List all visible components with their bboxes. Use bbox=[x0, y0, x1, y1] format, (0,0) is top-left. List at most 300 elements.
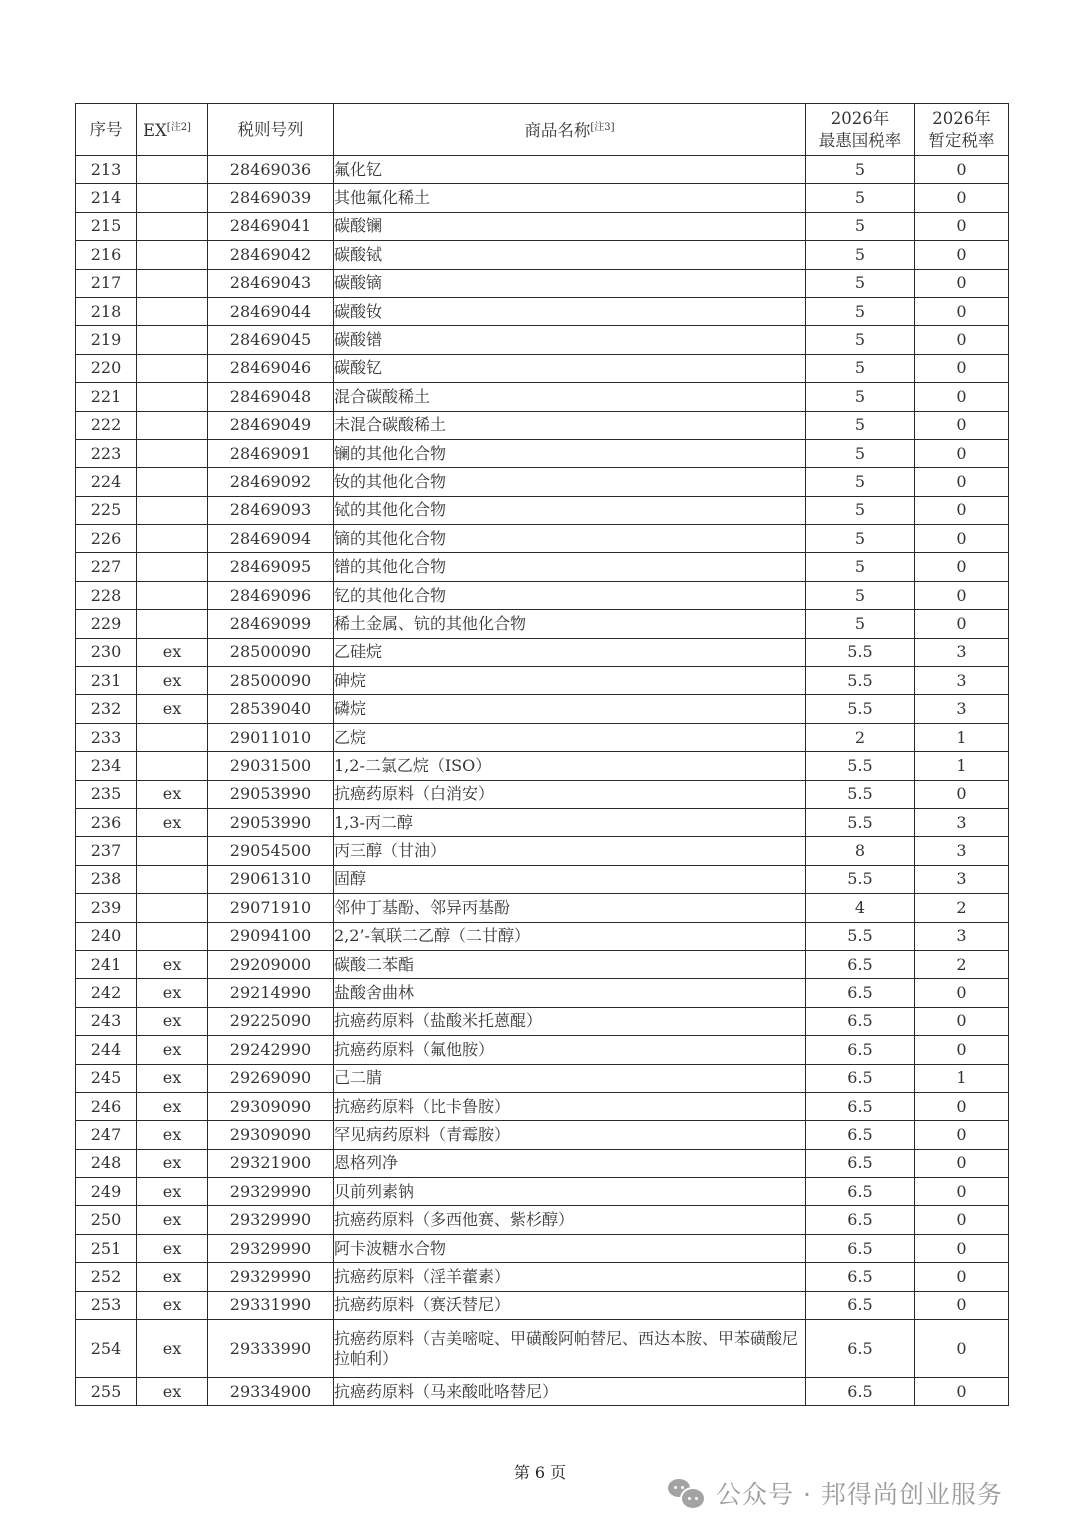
row-product-name: 碳酸钕 bbox=[334, 297, 806, 325]
row-mfn-rate: 5 bbox=[806, 553, 915, 581]
row-ex-flag: ex bbox=[137, 1149, 208, 1177]
row-ex-flag bbox=[137, 865, 208, 893]
row-tariff-code: 29242990 bbox=[208, 1036, 334, 1064]
row-number: 238 bbox=[76, 865, 137, 893]
table-row bbox=[76, 269, 1009, 297]
row-provisional-rate: 0 bbox=[915, 184, 1009, 212]
row-mfn-rate: 5 bbox=[806, 496, 915, 524]
row-mfn-rate: 6.5 bbox=[806, 1206, 915, 1234]
table-row bbox=[76, 695, 1009, 723]
row-mfn-rate: 4 bbox=[806, 894, 915, 922]
row-mfn-rate: 5 bbox=[806, 411, 915, 439]
row-number: 240 bbox=[76, 922, 137, 950]
table-row bbox=[76, 1092, 1009, 1120]
table-row bbox=[76, 1378, 1009, 1406]
row-product-name: 1,3-丙二醇 bbox=[334, 808, 806, 836]
row-tariff-code: 29061310 bbox=[208, 865, 334, 893]
header-ex: EX[注2] bbox=[137, 104, 208, 156]
row-product-name: 邻仲丁基酚、邻异丙基酚 bbox=[334, 894, 806, 922]
row-product-name: 钇的其他化合物 bbox=[334, 581, 806, 609]
row-mfn-rate: 6.5 bbox=[806, 1178, 915, 1206]
row-ex-flag bbox=[137, 837, 208, 865]
row-number: 239 bbox=[76, 894, 137, 922]
row-provisional-rate: 2 bbox=[915, 894, 1009, 922]
row-product-name: 抗癌药原料（白消安） bbox=[334, 780, 806, 808]
row-number: 245 bbox=[76, 1064, 137, 1092]
row-number: 252 bbox=[76, 1263, 137, 1291]
row-ex-flag: ex bbox=[137, 1178, 208, 1206]
row-number: 255 bbox=[76, 1378, 137, 1406]
row-product-name: 丙三醇（甘油） bbox=[334, 837, 806, 865]
row-provisional-rate: 3 bbox=[915, 695, 1009, 723]
row-ex-flag bbox=[137, 581, 208, 609]
tariff-table bbox=[75, 103, 1009, 1406]
row-ex-flag: ex bbox=[137, 1206, 208, 1234]
row-mfn-rate: 6.5 bbox=[806, 1234, 915, 1262]
row-product-name: 贝前列素钠 bbox=[334, 1178, 806, 1206]
row-tariff-code: 29329990 bbox=[208, 1234, 334, 1262]
row-tariff-code: 29031500 bbox=[208, 752, 334, 780]
row-tariff-code: 28469048 bbox=[208, 383, 334, 411]
header-no: 序号 bbox=[76, 104, 137, 156]
row-ex-flag bbox=[137, 610, 208, 638]
row-product-name: 镝的其他化合物 bbox=[334, 525, 806, 553]
row-mfn-rate: 6.5 bbox=[806, 1064, 915, 1092]
table-row bbox=[76, 496, 1009, 524]
table-row bbox=[76, 439, 1009, 467]
row-tariff-code: 28539040 bbox=[208, 695, 334, 723]
row-provisional-rate: 0 bbox=[915, 354, 1009, 382]
row-product-name: 其他氟化稀土 bbox=[334, 184, 806, 212]
row-product-name: 恩格列净 bbox=[334, 1149, 806, 1177]
row-ex-flag: ex bbox=[137, 1007, 208, 1035]
row-tariff-code: 29269090 bbox=[208, 1064, 334, 1092]
table-row bbox=[76, 1320, 1009, 1378]
table-row bbox=[76, 1036, 1009, 1064]
row-mfn-rate: 5 bbox=[806, 525, 915, 553]
row-ex-flag bbox=[137, 326, 208, 354]
row-provisional-rate: 1 bbox=[915, 752, 1009, 780]
row-product-name: 抗癌药原料（氟他胺） bbox=[334, 1036, 806, 1064]
row-ex-flag: ex bbox=[137, 638, 208, 666]
row-mfn-rate: 6.5 bbox=[806, 950, 915, 978]
row-provisional-rate: 0 bbox=[915, 1291, 1009, 1319]
row-number: 250 bbox=[76, 1206, 137, 1234]
row-ex-flag: ex bbox=[137, 780, 208, 808]
row-provisional-rate: 1 bbox=[915, 723, 1009, 751]
row-mfn-rate: 6.5 bbox=[806, 1320, 915, 1378]
row-provisional-rate: 0 bbox=[915, 1320, 1009, 1378]
row-number: 220 bbox=[76, 354, 137, 382]
row-number: 253 bbox=[76, 1291, 137, 1319]
row-product-name: 盐酸舍曲林 bbox=[334, 979, 806, 1007]
row-product-name: 己二腈 bbox=[334, 1064, 806, 1092]
row-ex-flag bbox=[137, 241, 208, 269]
row-tariff-code: 29094100 bbox=[208, 922, 334, 950]
table-row bbox=[76, 865, 1009, 893]
row-number: 243 bbox=[76, 1007, 137, 1035]
wechat-icon bbox=[668, 1477, 706, 1509]
row-number: 227 bbox=[76, 553, 137, 581]
header-name: 商品名称[注3] bbox=[334, 104, 806, 156]
row-provisional-rate: 0 bbox=[915, 411, 1009, 439]
row-ex-flag: ex bbox=[137, 979, 208, 1007]
row-tariff-code: 29011010 bbox=[208, 723, 334, 751]
row-mfn-rate: 5 bbox=[806, 326, 915, 354]
row-ex-flag bbox=[137, 212, 208, 240]
header-name-note: [注3] bbox=[590, 122, 615, 133]
row-mfn-rate: 5 bbox=[806, 269, 915, 297]
row-provisional-rate: 0 bbox=[915, 581, 1009, 609]
row-product-name: 乙硅烷 bbox=[334, 638, 806, 666]
row-provisional-rate: 0 bbox=[915, 156, 1009, 184]
row-ex-flag bbox=[137, 439, 208, 467]
row-number: 235 bbox=[76, 780, 137, 808]
row-tariff-code: 29309090 bbox=[208, 1092, 334, 1120]
row-ex-flag bbox=[137, 184, 208, 212]
row-number: 217 bbox=[76, 269, 137, 297]
row-tariff-code: 28469044 bbox=[208, 297, 334, 325]
row-product-name: 镧的其他化合物 bbox=[334, 439, 806, 467]
row-product-name: 碳酸铽 bbox=[334, 241, 806, 269]
row-tariff-code: 29329990 bbox=[208, 1206, 334, 1234]
row-tariff-code: 28469039 bbox=[208, 184, 334, 212]
row-provisional-rate: 0 bbox=[915, 1178, 1009, 1206]
row-provisional-rate: 0 bbox=[915, 496, 1009, 524]
row-ex-flag: ex bbox=[137, 1092, 208, 1120]
row-ex-flag bbox=[137, 354, 208, 382]
row-mfn-rate: 5.5 bbox=[806, 922, 915, 950]
row-mfn-rate: 6.5 bbox=[806, 1007, 915, 1035]
table-row bbox=[76, 1178, 1009, 1206]
row-number: 229 bbox=[76, 610, 137, 638]
row-number: 230 bbox=[76, 638, 137, 666]
row-ex-flag: ex bbox=[137, 667, 208, 695]
row-product-name: 阿卡波糖水合物 bbox=[334, 1234, 806, 1262]
row-tariff-code: 28469049 bbox=[208, 411, 334, 439]
row-number: 228 bbox=[76, 581, 137, 609]
row-tariff-code: 28500090 bbox=[208, 638, 334, 666]
row-number: 232 bbox=[76, 695, 137, 723]
row-mfn-rate: 6.5 bbox=[806, 979, 915, 1007]
row-mfn-rate: 6.5 bbox=[806, 1378, 915, 1406]
table-row bbox=[76, 1064, 1009, 1092]
row-product-name: 铽的其他化合物 bbox=[334, 496, 806, 524]
row-mfn-rate: 5 bbox=[806, 383, 915, 411]
table-row bbox=[76, 1121, 1009, 1149]
row-number: 231 bbox=[76, 667, 137, 695]
table-row bbox=[76, 411, 1009, 439]
row-tariff-code: 29214990 bbox=[208, 979, 334, 1007]
header-ex-note: [注2] bbox=[166, 122, 191, 133]
row-provisional-rate: 0 bbox=[915, 383, 1009, 411]
row-number: 236 bbox=[76, 808, 137, 836]
row-ex-flag: ex bbox=[137, 1320, 208, 1378]
table-row bbox=[76, 780, 1009, 808]
row-ex-flag bbox=[137, 752, 208, 780]
row-provisional-rate: 3 bbox=[915, 667, 1009, 695]
row-tariff-code: 29334900 bbox=[208, 1378, 334, 1406]
row-number: 254 bbox=[76, 1320, 137, 1378]
row-mfn-rate: 6.5 bbox=[806, 1149, 915, 1177]
row-tariff-code: 29054500 bbox=[208, 837, 334, 865]
row-ex-flag: ex bbox=[137, 1291, 208, 1319]
row-number: 249 bbox=[76, 1178, 137, 1206]
row-ex-flag bbox=[137, 894, 208, 922]
row-ex-flag bbox=[137, 383, 208, 411]
table-row bbox=[76, 950, 1009, 978]
row-provisional-rate: 3 bbox=[915, 922, 1009, 950]
header-code: 税则号列 bbox=[208, 104, 334, 156]
page-number: 第 6 页 bbox=[513, 1463, 567, 1482]
row-product-name: 抗癌药原料（赛沃替尼） bbox=[334, 1291, 806, 1319]
row-product-name: 抗癌药原料（比卡鲁胺） bbox=[334, 1092, 806, 1120]
row-number: 222 bbox=[76, 411, 137, 439]
table-row bbox=[76, 1007, 1009, 1035]
row-product-name: 抗癌药原料（吉美嘧啶、甲磺酸阿帕替尼、西达本胺、甲苯磺酸尼拉帕利） bbox=[334, 1320, 806, 1378]
row-number: 234 bbox=[76, 752, 137, 780]
row-mfn-rate: 5 bbox=[806, 184, 915, 212]
row-mfn-rate: 6.5 bbox=[806, 1263, 915, 1291]
row-tariff-code: 29209000 bbox=[208, 950, 334, 978]
row-tariff-code: 28469036 bbox=[208, 156, 334, 184]
row-provisional-rate: 0 bbox=[915, 269, 1009, 297]
row-provisional-rate: 0 bbox=[915, 468, 1009, 496]
row-ex-flag bbox=[137, 297, 208, 325]
row-mfn-rate: 6.5 bbox=[806, 1092, 915, 1120]
row-provisional-rate: 0 bbox=[915, 1121, 1009, 1149]
row-provisional-rate: 0 bbox=[915, 297, 1009, 325]
row-tariff-code: 28469091 bbox=[208, 439, 334, 467]
row-product-name: 磷烷 bbox=[334, 695, 806, 723]
row-provisional-rate: 0 bbox=[915, 1007, 1009, 1035]
row-number: 223 bbox=[76, 439, 137, 467]
table-row bbox=[76, 638, 1009, 666]
row-number: 242 bbox=[76, 979, 137, 1007]
row-product-name: 氟化钇 bbox=[334, 156, 806, 184]
row-mfn-rate: 5.5 bbox=[806, 695, 915, 723]
row-number: 219 bbox=[76, 326, 137, 354]
row-provisional-rate: 1 bbox=[915, 1064, 1009, 1092]
row-mfn-rate: 5 bbox=[806, 581, 915, 609]
row-number: 215 bbox=[76, 212, 137, 240]
table-row bbox=[76, 184, 1009, 212]
row-tariff-code: 28469045 bbox=[208, 326, 334, 354]
row-ex-flag bbox=[137, 525, 208, 553]
table-row bbox=[76, 894, 1009, 922]
row-provisional-rate: 0 bbox=[915, 1263, 1009, 1291]
watermark bbox=[668, 1473, 1003, 1513]
row-provisional-rate: 0 bbox=[915, 212, 1009, 240]
row-tariff-code: 29333990 bbox=[208, 1320, 334, 1378]
row-tariff-code: 29053990 bbox=[208, 808, 334, 836]
row-provisional-rate: 0 bbox=[915, 979, 1009, 1007]
row-provisional-rate: 0 bbox=[915, 780, 1009, 808]
table-row bbox=[76, 922, 1009, 950]
row-ex-flag: ex bbox=[137, 1121, 208, 1149]
row-number: 244 bbox=[76, 1036, 137, 1064]
row-provisional-rate: 0 bbox=[915, 610, 1009, 638]
table-row bbox=[76, 1234, 1009, 1262]
row-provisional-rate: 0 bbox=[915, 525, 1009, 553]
row-product-name: 碳酸镧 bbox=[334, 212, 806, 240]
row-tariff-code: 28469046 bbox=[208, 354, 334, 382]
row-number: 247 bbox=[76, 1121, 137, 1149]
row-number: 237 bbox=[76, 837, 137, 865]
row-product-name: 2,2’-氧联二乙醇（二甘醇） bbox=[334, 922, 806, 950]
table-row bbox=[76, 241, 1009, 269]
row-product-name: 固醇 bbox=[334, 865, 806, 893]
row-number: 216 bbox=[76, 241, 137, 269]
watermark-text: 公众号 · 邦得尚创业服务 bbox=[716, 1480, 1003, 1509]
row-product-name: 碳酸二苯酯 bbox=[334, 950, 806, 978]
table-row bbox=[76, 156, 1009, 184]
row-mfn-rate: 5.5 bbox=[806, 667, 915, 695]
row-tariff-code: 29329990 bbox=[208, 1178, 334, 1206]
table-row bbox=[76, 979, 1009, 1007]
row-number: 248 bbox=[76, 1149, 137, 1177]
row-provisional-rate: 0 bbox=[915, 1234, 1009, 1262]
row-product-name: 钕的其他化合物 bbox=[334, 468, 806, 496]
row-ex-flag bbox=[137, 723, 208, 751]
table-row bbox=[76, 383, 1009, 411]
row-provisional-rate: 0 bbox=[915, 241, 1009, 269]
row-provisional-rate: 0 bbox=[915, 439, 1009, 467]
table-body bbox=[76, 156, 1009, 1406]
row-tariff-code: 28469043 bbox=[208, 269, 334, 297]
table-row bbox=[76, 837, 1009, 865]
row-number: 225 bbox=[76, 496, 137, 524]
row-provisional-rate: 3 bbox=[915, 808, 1009, 836]
header-mfn-rate: 2026年 最惠国税率 bbox=[806, 104, 915, 156]
row-number: 241 bbox=[76, 950, 137, 978]
row-product-name: 稀土金属、钪的其他化合物 bbox=[334, 610, 806, 638]
row-provisional-rate: 0 bbox=[915, 1378, 1009, 1406]
row-ex-flag: ex bbox=[137, 1036, 208, 1064]
table-row bbox=[76, 581, 1009, 609]
row-provisional-rate: 3 bbox=[915, 865, 1009, 893]
row-mfn-rate: 6.5 bbox=[806, 1036, 915, 1064]
row-mfn-rate: 5 bbox=[806, 610, 915, 638]
row-ex-flag: ex bbox=[137, 1064, 208, 1092]
row-mfn-rate: 5 bbox=[806, 439, 915, 467]
row-ex-flag bbox=[137, 156, 208, 184]
table-row bbox=[76, 212, 1009, 240]
row-product-name: 砷烷 bbox=[334, 667, 806, 695]
row-mfn-rate: 6.5 bbox=[806, 1121, 915, 1149]
row-provisional-rate: 0 bbox=[915, 1036, 1009, 1064]
row-mfn-rate: 6.5 bbox=[806, 1291, 915, 1319]
row-number: 246 bbox=[76, 1092, 137, 1120]
row-mfn-rate: 5.5 bbox=[806, 865, 915, 893]
row-mfn-rate: 5 bbox=[806, 156, 915, 184]
row-tariff-code: 28469094 bbox=[208, 525, 334, 553]
row-mfn-rate: 5.5 bbox=[806, 752, 915, 780]
row-ex-flag: ex bbox=[137, 1234, 208, 1262]
row-tariff-code: 29053990 bbox=[208, 780, 334, 808]
row-ex-flag bbox=[137, 411, 208, 439]
row-tariff-code: 28469095 bbox=[208, 553, 334, 581]
row-tariff-code: 29225090 bbox=[208, 1007, 334, 1035]
table-row bbox=[76, 723, 1009, 751]
row-ex-flag: ex bbox=[137, 1378, 208, 1406]
row-number: 226 bbox=[76, 525, 137, 553]
row-mfn-rate: 8 bbox=[806, 837, 915, 865]
row-tariff-code: 28469096 bbox=[208, 581, 334, 609]
row-number: 224 bbox=[76, 468, 137, 496]
row-product-name: 碳酸镨 bbox=[334, 326, 806, 354]
table-row bbox=[76, 808, 1009, 836]
table-row bbox=[76, 468, 1009, 496]
row-provisional-rate: 0 bbox=[915, 1092, 1009, 1120]
row-tariff-code: 28469042 bbox=[208, 241, 334, 269]
table-row bbox=[76, 1206, 1009, 1234]
row-mfn-rate: 5.5 bbox=[806, 780, 915, 808]
row-tariff-code: 29321900 bbox=[208, 1149, 334, 1177]
row-product-name: 碳酸钇 bbox=[334, 354, 806, 382]
row-ex-flag: ex bbox=[137, 1263, 208, 1291]
table-row bbox=[76, 326, 1009, 354]
row-number: 218 bbox=[76, 297, 137, 325]
row-ex-flag: ex bbox=[137, 808, 208, 836]
row-mfn-rate: 5 bbox=[806, 354, 915, 382]
table-row bbox=[76, 610, 1009, 638]
row-tariff-code: 28500090 bbox=[208, 667, 334, 695]
row-product-name: 抗癌药原料（多西他赛、紫杉醇） bbox=[334, 1206, 806, 1234]
table-header-row bbox=[76, 104, 1009, 156]
table-row bbox=[76, 752, 1009, 780]
row-provisional-rate: 2 bbox=[915, 950, 1009, 978]
table-row bbox=[76, 553, 1009, 581]
row-product-name: 乙烷 bbox=[334, 723, 806, 751]
row-ex-flag: ex bbox=[137, 950, 208, 978]
row-mfn-rate: 5.5 bbox=[806, 808, 915, 836]
row-product-name: 碳酸镝 bbox=[334, 269, 806, 297]
row-product-name: 抗癌药原料（马来酸吡咯替尼） bbox=[334, 1378, 806, 1406]
header-provisional-rate: 2026年 暂定税率 bbox=[915, 104, 1009, 156]
table-row bbox=[76, 667, 1009, 695]
row-ex-flag: ex bbox=[137, 695, 208, 723]
row-ex-flag bbox=[137, 553, 208, 581]
table-row bbox=[76, 297, 1009, 325]
row-number: 233 bbox=[76, 723, 137, 751]
row-provisional-rate: 0 bbox=[915, 326, 1009, 354]
row-tariff-code: 28469092 bbox=[208, 468, 334, 496]
table-row bbox=[76, 525, 1009, 553]
row-mfn-rate: 5 bbox=[806, 212, 915, 240]
row-number: 251 bbox=[76, 1234, 137, 1262]
row-product-name: 镨的其他化合物 bbox=[334, 553, 806, 581]
row-tariff-code: 29331990 bbox=[208, 1291, 334, 1319]
row-ex-flag bbox=[137, 269, 208, 297]
row-tariff-code: 28469099 bbox=[208, 610, 334, 638]
row-tariff-code: 28469041 bbox=[208, 212, 334, 240]
row-tariff-code: 29309090 bbox=[208, 1121, 334, 1149]
row-ex-flag bbox=[137, 922, 208, 950]
row-provisional-rate: 3 bbox=[915, 638, 1009, 666]
row-number: 213 bbox=[76, 156, 137, 184]
row-product-name: 抗癌药原料（盐酸米托蒽醌） bbox=[334, 1007, 806, 1035]
row-number: 214 bbox=[76, 184, 137, 212]
row-mfn-rate: 5 bbox=[806, 297, 915, 325]
row-product-name: 抗癌药原料（淫羊藿素） bbox=[334, 1263, 806, 1291]
table-row bbox=[76, 1149, 1009, 1177]
row-tariff-code: 29071910 bbox=[208, 894, 334, 922]
table-row bbox=[76, 354, 1009, 382]
row-product-name: 1,2-二氯乙烷（ISO） bbox=[334, 752, 806, 780]
table-row bbox=[76, 1263, 1009, 1291]
row-product-name: 未混合碳酸稀土 bbox=[334, 411, 806, 439]
